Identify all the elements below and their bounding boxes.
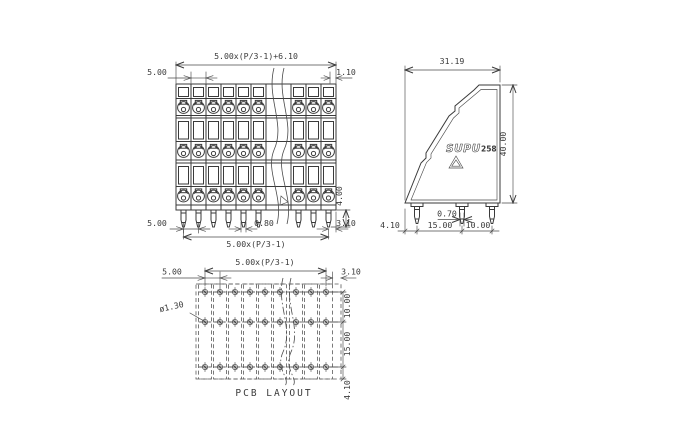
dim-label-side-width: 31.19: [439, 56, 465, 66]
brand-name: SUPU: [446, 143, 481, 155]
dim-label-pcb-row-gap-a: 10.00: [342, 293, 352, 319]
dim-label-side-span-b: 10.00: [465, 220, 491, 230]
dim-label-hole-diameter: ø1.30: [158, 299, 185, 314]
dim-label-front-offset-bottom: 3.10: [336, 218, 356, 228]
dim-label-front-pin-width: 0.80: [254, 218, 274, 228]
model-number: 258: [481, 144, 497, 154]
dim-label-front-offset-top: 1.10: [336, 67, 356, 77]
dim-label-side-span-a: 15.00: [427, 220, 453, 230]
dim-label-front-total-top: 5.00x(P/3-1)+6.10: [214, 51, 298, 61]
dim-label-front-pitch-top: 5.00: [147, 67, 167, 77]
dim-label-pcb-total: 5.00x(P/3-1): [235, 257, 295, 267]
dim-label-pcb-offset-bottom: 4.10: [342, 380, 352, 400]
dim-label-pcb-pitch: 5.00: [162, 266, 182, 277]
dim-label-pcb-offset-right: 3.10: [341, 266, 361, 277]
dim-label-front-pitch-bottom: 5.00: [147, 218, 167, 228]
pcb-layout-caption: PCB LAYOUT: [235, 388, 313, 399]
dim-label-front-pin-length: 4.00: [334, 186, 344, 206]
dim-label-side-pin-width: 0.70: [437, 208, 457, 219]
dim-label-side-left-offset: 4.10: [380, 220, 400, 230]
dim-label-front-total-bottom: 5.00x(P/3-1): [226, 239, 286, 249]
dim-label-pcb-row-gap-b: 15.00: [342, 331, 352, 357]
dim-label-side-height: 40.00: [498, 131, 508, 157]
